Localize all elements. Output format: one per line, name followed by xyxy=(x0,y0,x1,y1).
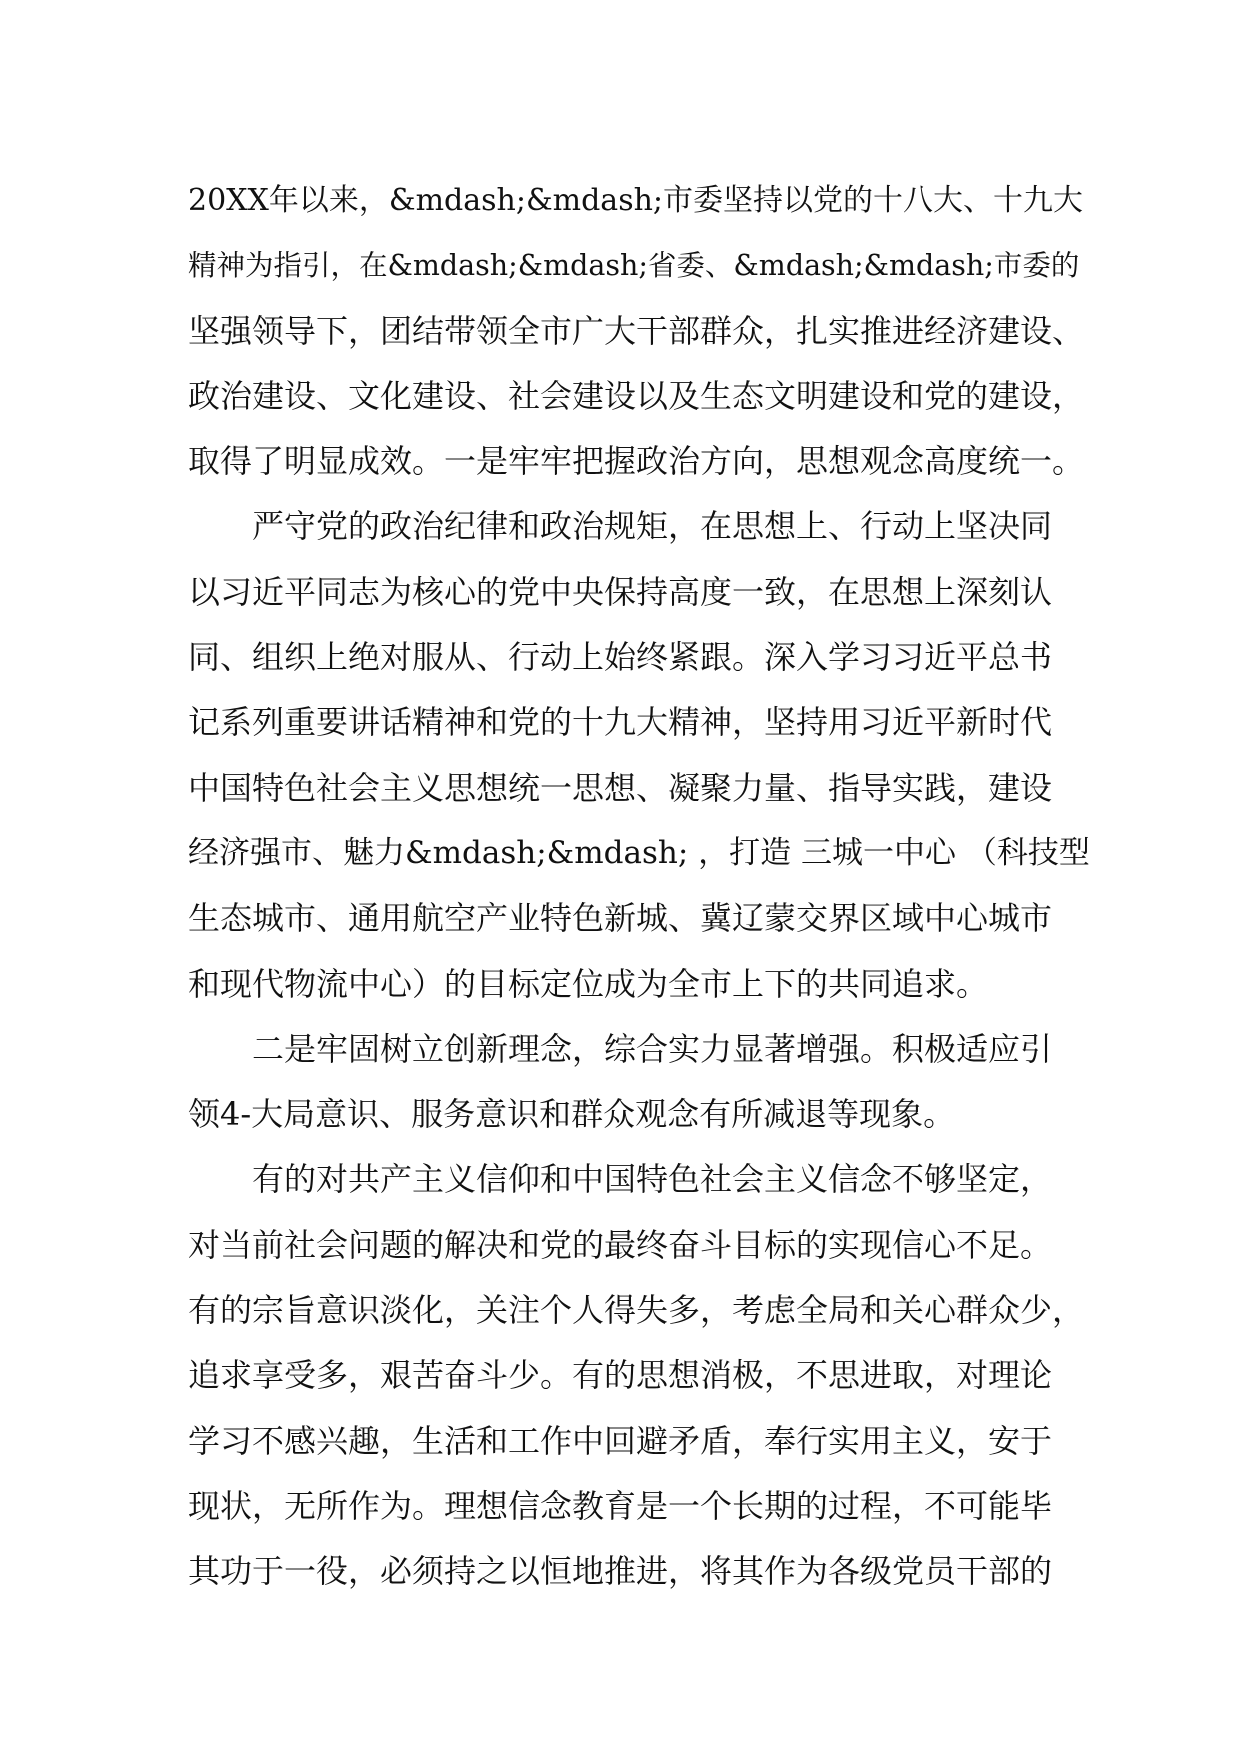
text-line: 精神为指引，在&mdash;&mdash;省委、&mdash;&mdash;市委的 xyxy=(188,249,1080,283)
text-line: 严守党的政治纪律和政治规矩，在思想上、行动上坚决同 xyxy=(252,507,1053,546)
text-line: 有的对共产主义信仰和中国特色社会主义信念不够坚定， xyxy=(252,1160,1053,1199)
text-line: 经济强市、魅力&mdash;&mdash; ，打造 三城一中心 （科技型 xyxy=(188,834,1090,871)
text-line: 现状，无所作为。理想信念教育是一个长期的过程，不可能毕 xyxy=(188,1486,1053,1525)
text-line: 以习近平同志为核心的党中央保持高度一致，在思想上深刻认 xyxy=(188,572,1053,611)
text-line: 同、组织上绝对服从、行动上始终紧跟。深入学习习近平总书 xyxy=(188,638,1053,677)
text-line: 二是牢固树立创新理念，综合实力显著增强。积极适应引 xyxy=(252,1029,1053,1068)
text-line: 追求享受多，艰苦奋斗少。有的思想消极，不思进取，对理论 xyxy=(188,1356,1053,1395)
text-line: 学习不感兴趣，生活和工作中回避矛盾，奉行实用主义，安于 xyxy=(188,1421,1053,1460)
text-line: 记系列重要讲话精神和党的十九大精神，坚持用习近平新时代 xyxy=(188,703,1053,742)
text-line: 取得了明显成效。一是牢牢把握政治方向，思想观念高度统一。 xyxy=(188,442,1085,481)
text-line: 政治建设、文化建设、社会建设以及生态文明建设和党的建设， xyxy=(188,376,1085,415)
text-line: 有的宗旨意识淡化，关注个人得失多，考虑全局和关心群众少， xyxy=(188,1291,1085,1330)
text-line: 对当前社会问题的解决和党的最终奋斗目标的实现信心不足。 xyxy=(188,1225,1053,1264)
text-line: 20XX年以来，&mdash;&mdash;市委坚持以党的十八大、十九大 xyxy=(188,183,1084,218)
text-line: 其功于一役，必须持之以恒地推进，将其作为各级党员干部的 xyxy=(188,1552,1053,1591)
text-line: 和现代物流中心）的目标定位成为全市上下的共同追求。 xyxy=(188,964,989,1003)
text-line: 领4-大局意识、服务意识和群众观念有所减退等现象。 xyxy=(188,1095,956,1134)
text-line: 坚强领导下，团结带领全市广大干部群众，扎实推进经济建设、 xyxy=(188,311,1085,350)
text-line: 中国特色社会主义思想统一思想、凝聚力量、指导实践，建设 xyxy=(188,768,1053,807)
text-line: 生态城市、通用航空产业特色新城、冀辽蒙交界区域中心城市 xyxy=(188,899,1053,938)
document-body xyxy=(188,168,1088,1605)
